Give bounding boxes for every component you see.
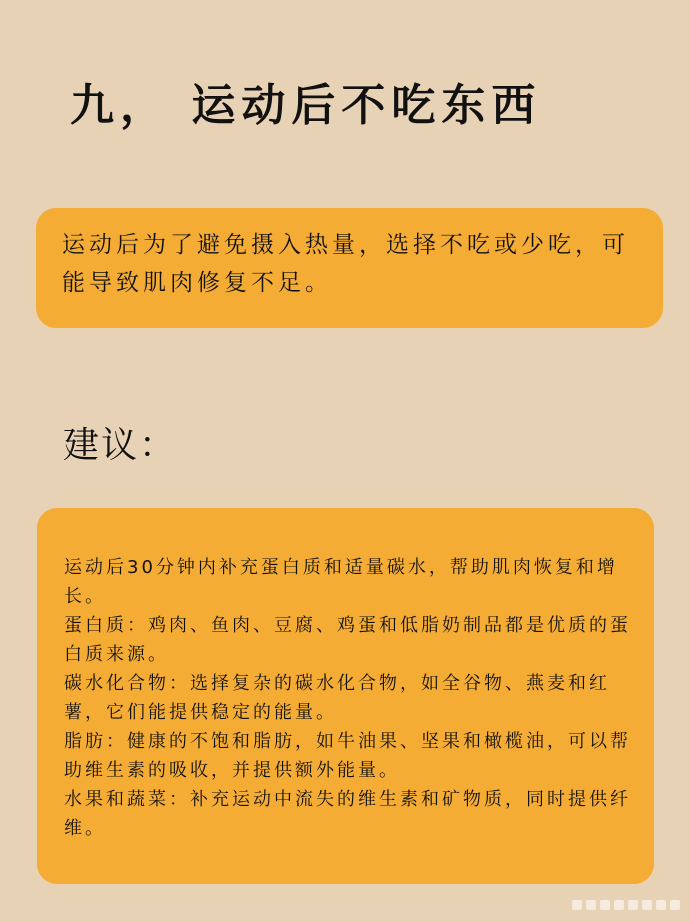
problem-card	[36, 208, 663, 328]
problem-text: 运动后为了避免摄入热量，选择不吃或少吃，可能导致肌肉修复不足。	[62, 232, 629, 296]
advice-item-fruits-vegetables: 水果和蔬菜：补充运动中流失的维生素和矿物质，同时提供纤维。	[64, 789, 631, 839]
advice-item-fats: 脂肪：健康的不饱和脂肪，如牛油果、坚果和橄榄油，可以帮助维生素的吸收，并提供额外能量。	[64, 731, 631, 781]
advice-list	[64, 553, 644, 843]
advice-item-timing: 运动后30分钟内补充蛋白质和适量碳水，帮助肌肉恢复和增长。	[64, 557, 618, 607]
watermark	[550, 894, 680, 916]
advice-card	[37, 508, 654, 884]
advice-item-carbs: 碳水化合物：选择复杂的碳水化合物，如全谷物、燕麦和红薯，它们能提供稳定的能量。	[64, 673, 610, 723]
advice-item-protein: 蛋白质：鸡肉、鱼肉、豆腐、鸡蛋和低脂奶制品都是优质的蛋白质来源。	[64, 615, 631, 665]
page-title: 九， 运动后不吃东西	[70, 80, 542, 131]
advice-heading: 建议：	[63, 425, 178, 466]
